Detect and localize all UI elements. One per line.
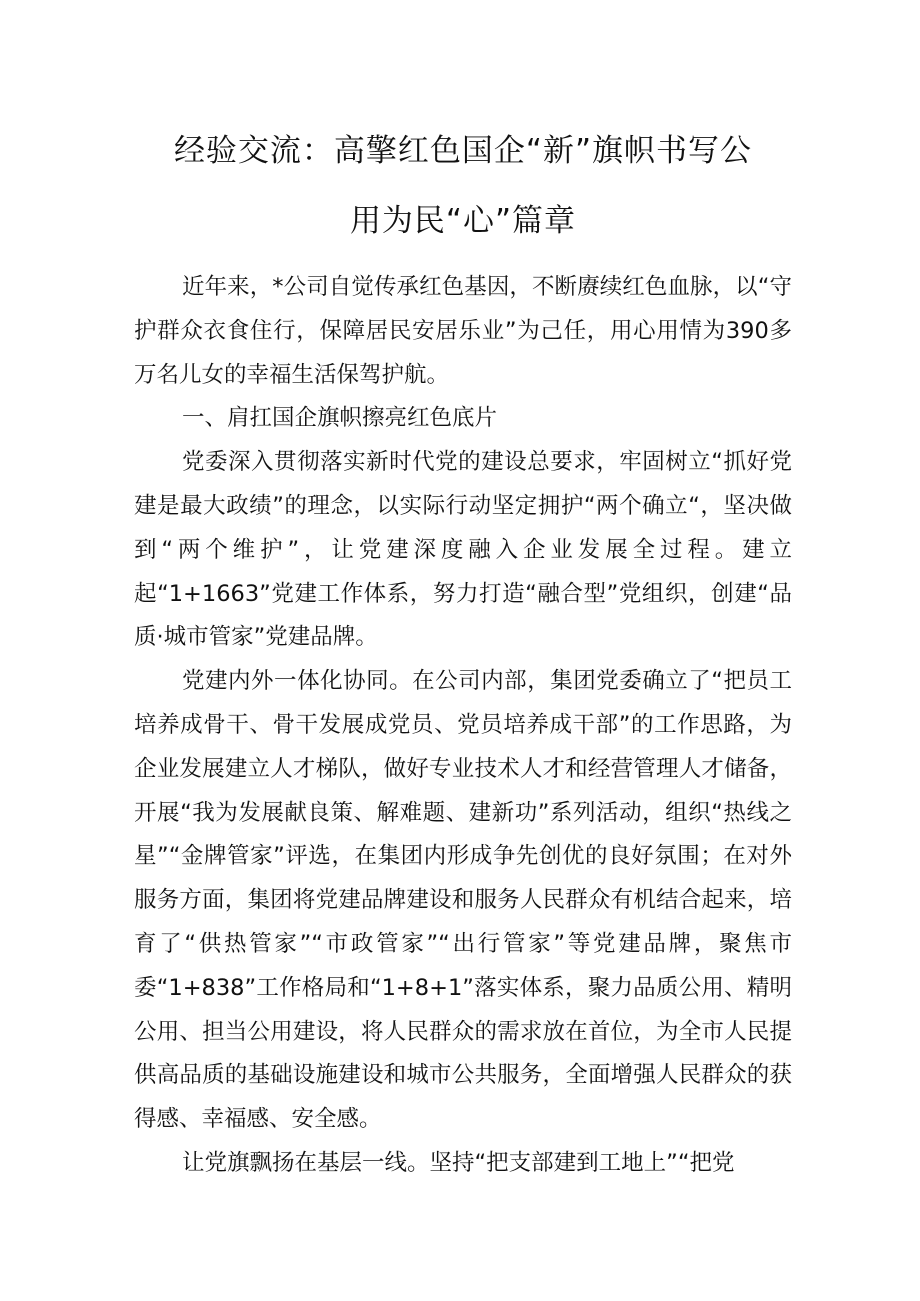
- document-body: [134, 266, 792, 1186]
- document-title: [134, 116, 792, 256]
- paragraph-party-building: 党委深入贯彻落实新时代党的建设总要求，牢固树立“抓好党建是最大政绩”的理念，以实际行动坚定拥护“两个确立“，坚决做到“两个维护”，让党建深度融入企业发展全过程。建立起“1+1663”党建工作体系，努力打造“融合型”党组织，创建“品质·城市管家”党建品牌。: [134, 449, 792, 651]
- paragraph-frontline: 让党旗飘扬在基层一线。坚持“把支部建到工地上”“把党: [182, 1149, 735, 1176]
- paragraph-internal-external: 党建内外一体化协同。在公司内部，集团党委确立了“把员工培养成骨干、骨干发展成党员、党员培养成干部”的工作思路，为企业发展建立人才梯队，做好专业技术人才和经营管理人才储备，开展“我为发展献良策、解难题、建新功”系列活动，组织“热线之星”“金牌管家”评选，在集团内形成争先创优的良好氛围；在对外服务方面，集团将党建品牌建设和服务人民群众有机结合起来，培育了“供热管家”“市政管家”“出行管家”等党建品牌，聚焦市委“1+838”工作格局和“1+8+1”落实体系，聚力品质公用、精明公用、担当公用建设，将人民群众的需求放在首位，为全市人民提供高品质的基础设施建设和城市公共服务，全面增强人民群众的获得感、幸福感、安全感。: [134, 668, 792, 1133]
- title-line-2: 用为民“心”篇章: [349, 203, 577, 239]
- paragraph-intro: 近年来，*公司自觉传承红色基因，不断赓续红色血脉，以“守护群众衣食住行，保障居民安居乐业”为己任，用心用情为390多万名儿女的幸福生活保驾护航。: [134, 274, 792, 388]
- section-heading-1: 一、肩扛国企旗帜擦亮红色底片: [182, 405, 498, 432]
- title-line-1: 经验交流：高擎红色国企“新”旗帜书写公: [173, 133, 753, 169]
